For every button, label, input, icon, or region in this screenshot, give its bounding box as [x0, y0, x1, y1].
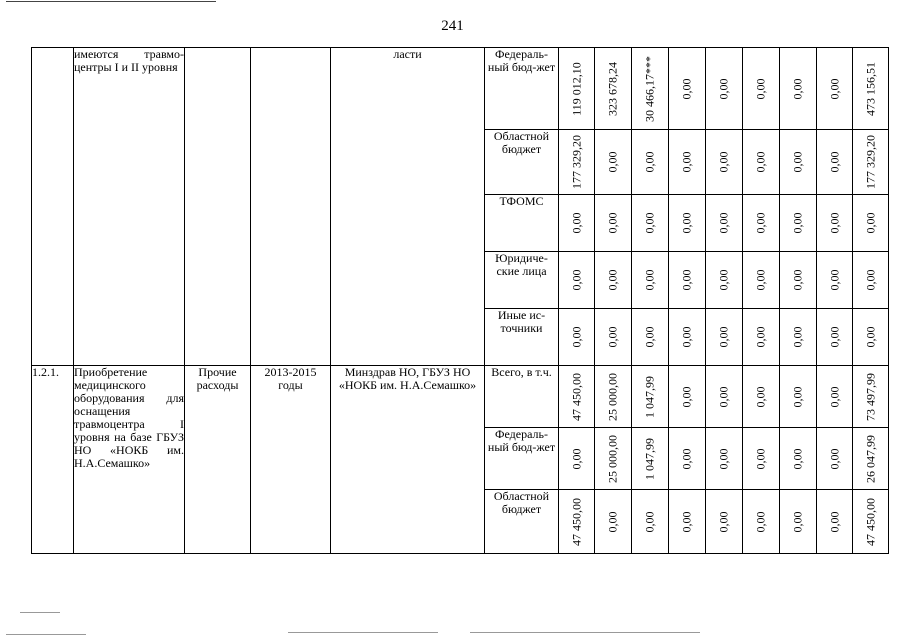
amount-cell	[743, 428, 780, 490]
amount-value: 0,00	[716, 269, 731, 291]
amount-value: 30 466,17***	[642, 55, 657, 122]
amount-value: 0,00	[679, 511, 694, 532]
amount-value: 0,00	[716, 448, 731, 469]
amount-value: 323 678,24	[605, 61, 620, 116]
amount-value: 0,00	[827, 269, 841, 291]
amount-cell	[632, 309, 669, 366]
amount-cell	[743, 195, 780, 252]
amount-cell	[632, 48, 669, 130]
amount-cell	[595, 252, 632, 309]
amount-value: 0,00	[605, 212, 620, 234]
amount-value: 0,00	[863, 212, 877, 234]
amount-cell	[632, 130, 669, 195]
amount-value: 0,00	[679, 326, 694, 348]
amount-cell	[817, 490, 853, 554]
funding-source-label: Юридиче-ские лица	[485, 252, 559, 309]
page-top-rule	[6, 1, 216, 2]
amount-value: 0,00	[605, 511, 620, 532]
executor: Минздрав НО, ГБУЗ НО «НОКБ им. Н.А.Семашко»	[331, 366, 485, 554]
amount-value: 0,00	[716, 78, 731, 99]
amount-value: 0,00	[679, 448, 694, 469]
amount-cell	[706, 490, 743, 554]
expense-type-cell	[185, 48, 251, 366]
amount-cell	[559, 252, 595, 309]
amount-value: 119 012,10	[569, 61, 583, 116]
amount-cell	[817, 252, 853, 309]
amount-value: 0,00	[827, 326, 841, 348]
amount-value: 0,00	[753, 326, 768, 348]
amount-value: 26 047,99	[863, 434, 877, 483]
amount-cell	[595, 428, 632, 490]
amount-cell	[853, 48, 889, 130]
amount-cell	[559, 48, 595, 130]
amount-value: 0,00	[827, 511, 841, 532]
amount-value: 0,00	[790, 151, 805, 173]
amount-value: 0,00	[827, 151, 841, 173]
amount-cell	[669, 428, 706, 490]
amount-value: 0,00	[753, 212, 768, 234]
table-row	[32, 48, 889, 130]
amount-value: 0,00	[642, 212, 657, 234]
amount-value: 0,00	[753, 511, 768, 532]
amount-cell	[559, 490, 595, 554]
amount-value: 25 000,00	[605, 372, 620, 421]
amount-value: 0,00	[605, 151, 620, 173]
funding-source-label: Всего, в т.ч.	[485, 366, 559, 428]
amount-value: 0,00	[863, 269, 877, 291]
amount-value: 0,00	[716, 151, 731, 173]
amount-value: 0,00	[569, 212, 583, 234]
amount-cell	[743, 48, 780, 130]
amount-cell	[669, 309, 706, 366]
page-number: 241	[441, 18, 464, 34]
amount-cell	[853, 252, 889, 309]
amount-cell	[669, 195, 706, 252]
funding-source-label: Областной бюджет	[485, 490, 559, 554]
amount-value: 0,00	[753, 269, 768, 291]
amount-cell	[706, 48, 743, 130]
funding-source-label: Федераль-ный бюд-жет	[485, 48, 559, 130]
amount-value: 0,00	[642, 151, 657, 173]
amount-cell	[559, 366, 595, 428]
amount-value: 47 450,00	[569, 372, 583, 421]
amount-value: 0,00	[679, 269, 694, 291]
amount-cell	[853, 366, 889, 428]
amount-cell	[706, 130, 743, 195]
amount-cell	[743, 252, 780, 309]
amount-value: 0,00	[716, 511, 731, 532]
amount-value: 0,00	[716, 326, 731, 348]
amount-cell	[595, 195, 632, 252]
amount-cell	[632, 252, 669, 309]
amount-value: 0,00	[790, 511, 805, 532]
amount-value: 0,00	[827, 78, 841, 99]
amount-cell	[595, 366, 632, 428]
amount-cell	[853, 490, 889, 554]
amount-cell	[559, 130, 595, 195]
amount-value: 0,00	[790, 78, 805, 99]
amount-value: 0,00	[679, 386, 694, 407]
amount-cell	[632, 490, 669, 554]
row-number-cell	[32, 48, 74, 366]
amount-cell	[780, 309, 817, 366]
amount-cell	[780, 130, 817, 195]
amount-cell	[853, 130, 889, 195]
table-row	[32, 366, 889, 428]
amount-cell	[559, 195, 595, 252]
amount-cell	[669, 490, 706, 554]
amount-value: 0,00	[642, 511, 657, 532]
amount-value: 1 047,99	[642, 437, 657, 480]
amount-cell	[632, 428, 669, 490]
amount-cell	[595, 48, 632, 130]
amount-value: 0,00	[863, 326, 877, 348]
scan-mark	[20, 612, 60, 613]
amount-cell	[853, 309, 889, 366]
amount-cell	[669, 366, 706, 428]
amount-cell	[706, 366, 743, 428]
amount-cell	[559, 428, 595, 490]
amount-cell	[669, 48, 706, 130]
item-number: 1.2.1.	[32, 366, 74, 554]
amount-value: 0,00	[827, 386, 841, 407]
amount-cell	[780, 195, 817, 252]
amount-value: 0,00	[605, 326, 620, 348]
amount-value: 0,00	[790, 326, 805, 348]
amount-value: 0,00	[569, 326, 583, 348]
amount-cell	[743, 490, 780, 554]
amount-cell	[817, 309, 853, 366]
budget-table	[31, 47, 889, 554]
scan-mark	[288, 632, 438, 633]
amount-value: 0,00	[827, 212, 841, 234]
period: 2013-2015 годы	[251, 366, 331, 554]
amount-cell	[853, 195, 889, 252]
amount-cell	[595, 490, 632, 554]
amount-cell	[817, 366, 853, 428]
amount-cell	[743, 309, 780, 366]
amount-cell	[817, 130, 853, 195]
amount-value: 0,00	[642, 269, 657, 291]
amount-cell	[559, 309, 595, 366]
amount-value: 0,00	[753, 78, 768, 99]
amount-value: 47 450,00	[863, 497, 877, 546]
amount-cell	[743, 130, 780, 195]
amount-cell	[780, 366, 817, 428]
amount-value: 1 047,99	[642, 375, 657, 418]
amount-cell	[595, 130, 632, 195]
amount-value: 0,00	[716, 212, 731, 234]
amount-value: 0,00	[753, 386, 768, 407]
amount-cell	[632, 195, 669, 252]
amount-value: 0,00	[679, 151, 694, 173]
amount-cell	[780, 490, 817, 554]
amount-cell	[780, 48, 817, 130]
executor-cell: ласти	[331, 48, 485, 366]
amount-cell	[780, 252, 817, 309]
amount-value: 0,00	[679, 212, 694, 234]
funding-source-label: Областной бюджет	[485, 130, 559, 195]
funding-source-label: Иные ис-точники	[485, 309, 559, 366]
amount-cell	[632, 366, 669, 428]
expense-type: Прочие расходы	[185, 366, 251, 554]
amount-value: 0,00	[790, 448, 805, 469]
amount-cell	[743, 366, 780, 428]
amount-cell	[817, 428, 853, 490]
amount-value: 177 329,20	[569, 135, 583, 189]
amount-value: 473 156,51	[863, 61, 877, 116]
scan-mark	[6, 634, 86, 635]
amount-value: 73 497,99	[863, 372, 877, 421]
funding-source-label: ТФОМС	[485, 195, 559, 252]
amount-cell	[780, 428, 817, 490]
amount-cell	[706, 252, 743, 309]
amount-value: 0,00	[569, 269, 583, 291]
amount-value: 177 329,20	[863, 135, 877, 189]
amount-value: 0,00	[827, 448, 841, 469]
amount-value: 0,00	[605, 269, 620, 291]
amount-cell	[669, 130, 706, 195]
amount-value: 0,00	[790, 212, 805, 234]
amount-cell	[706, 309, 743, 366]
amount-value: 0,00	[569, 448, 583, 469]
measure-name: Приобретение медицинского оборудования для оснащения травмоцентра I уровня на базе ГБУЗ НО «НОКБ им. Н.А.Семашко»	[74, 366, 185, 554]
amount-cell	[706, 195, 743, 252]
amount-value: 25 000,00	[605, 434, 620, 483]
amount-value: 0,00	[753, 151, 768, 173]
measure-name: имеются травмо-центры I и II уровня	[74, 48, 185, 366]
amount-value: 0,00	[790, 269, 805, 291]
amount-cell	[669, 252, 706, 309]
amount-cell	[817, 195, 853, 252]
amount-value: 0,00	[679, 78, 694, 99]
amount-value: 0,00	[642, 326, 657, 348]
amount-cell	[595, 309, 632, 366]
amount-cell	[853, 428, 889, 490]
amount-value: 0,00	[790, 386, 805, 407]
period-cell	[251, 48, 331, 366]
scan-mark	[470, 632, 700, 633]
funding-source-label: Федераль-ный бюд-жет	[485, 428, 559, 490]
amount-value: 0,00	[716, 386, 731, 407]
amount-value: 0,00	[753, 448, 768, 469]
amount-cell	[706, 428, 743, 490]
amount-value: 47 450,00	[569, 497, 583, 546]
amount-cell	[817, 48, 853, 130]
